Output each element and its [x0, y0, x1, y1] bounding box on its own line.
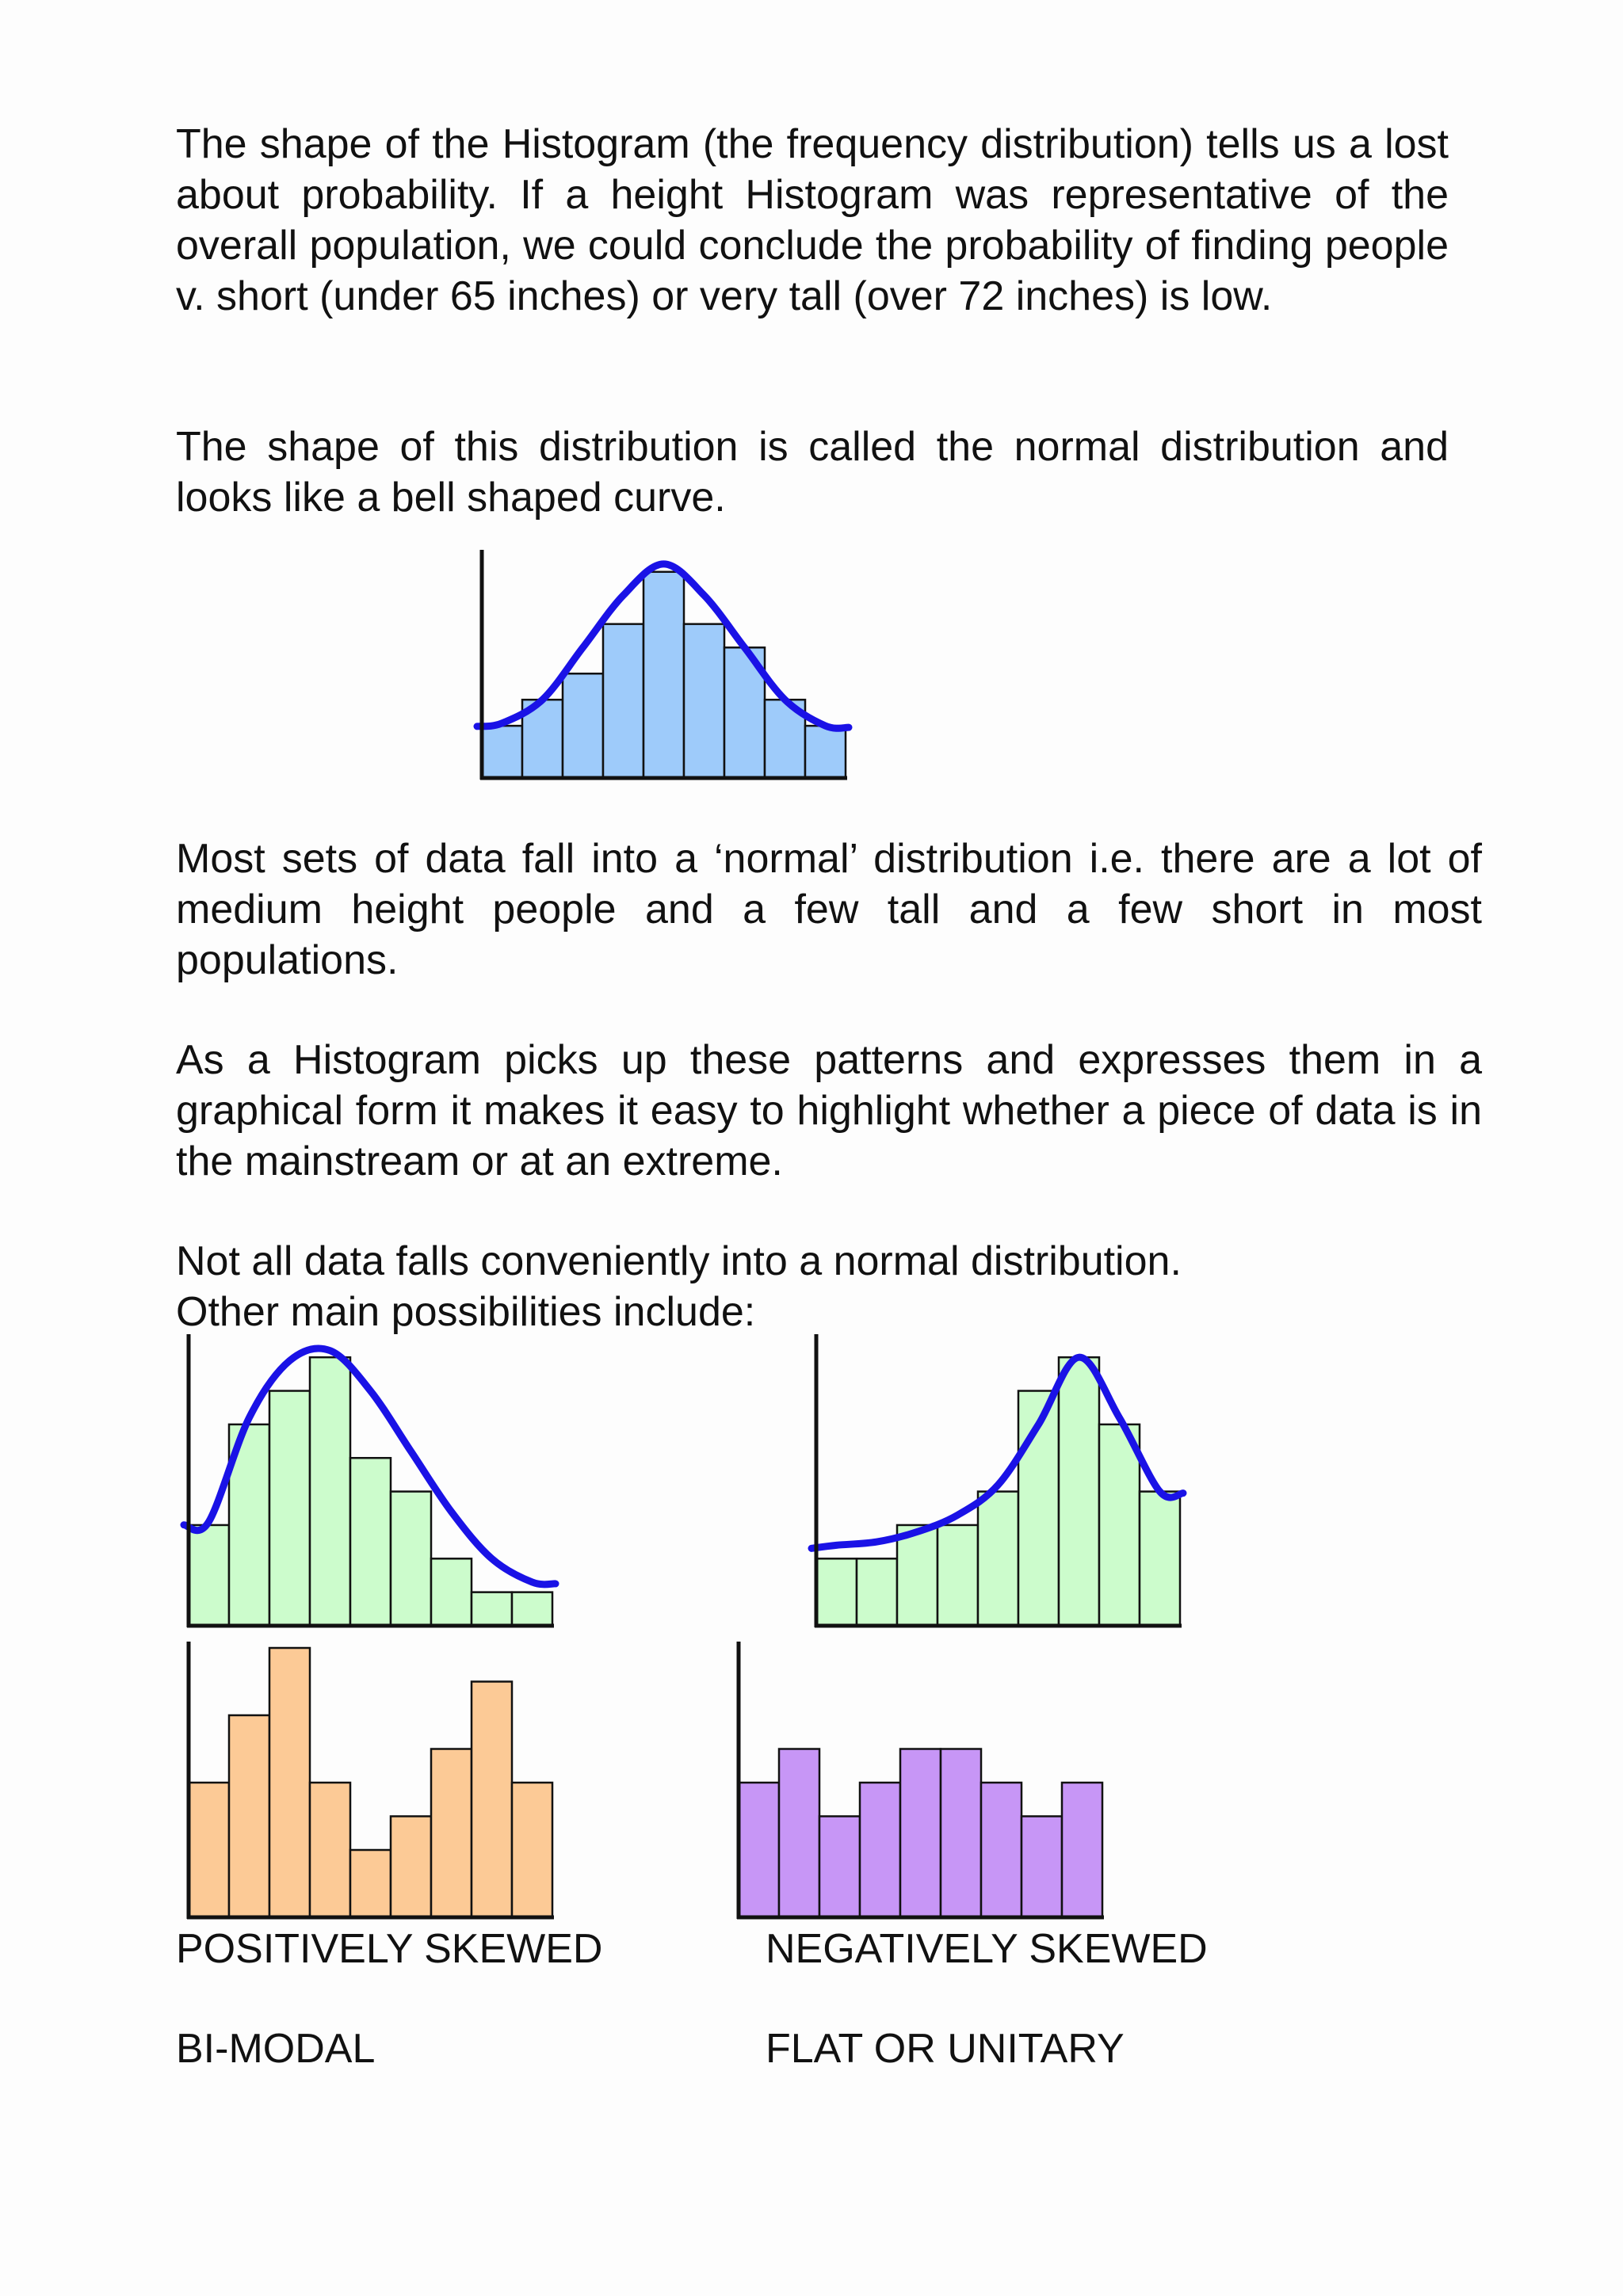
- histogram-bar: [189, 1525, 229, 1626]
- normal-data-paragraph: Most sets of data fall into a ‘normal’ distribution i.e. there are a lot of medium height people and a few tall and a few short in most populations.: [176, 836, 1482, 983]
- histogram-bar: [978, 1492, 1018, 1626]
- histogram-bar: [1022, 1817, 1062, 1918]
- histogram-bar: [512, 1592, 552, 1626]
- histogram-bar: [269, 1648, 310, 1917]
- histogram-bar: [938, 1525, 978, 1626]
- intro-paragraph: The shape of the Histogram (the frequency distribution) tells us a lost about probability. If a height Histogram was representative of the overall population, we could conclude the probability of finding people v. short (under 65 inches) or very tall (over 72 inches) is low.: [176, 121, 1449, 319]
- histogram-bar: [643, 572, 684, 778]
- histogram-bar: [482, 726, 522, 778]
- histogram-bar: [472, 1682, 512, 1918]
- histogram-bar: [981, 1783, 1022, 1917]
- histogram-bar: [310, 1783, 350, 1917]
- histogram-bar: [739, 1783, 779, 1917]
- normal-distribution-histogram: [475, 555, 856, 784]
- bimodal-histogram: [182, 1646, 563, 1924]
- histogram-bar: [857, 1558, 897, 1626]
- histogram-bar: [391, 1492, 431, 1626]
- histogram-bar: [779, 1749, 819, 1918]
- histogram-bar: [1099, 1425, 1140, 1626]
- histogram-bar: [684, 624, 724, 778]
- positively-skewed-histogram: [182, 1339, 563, 1632]
- histogram-bar: [900, 1749, 941, 1918]
- histogram-bar: [860, 1783, 900, 1917]
- bimodal-label: BI-MODAL: [176, 2026, 376, 2072]
- other-possibilities-line: Other main possibilities include:: [176, 1289, 756, 1335]
- histogram-bar: [805, 726, 846, 778]
- histogram-bar: [350, 1458, 391, 1626]
- histogram-bar: [229, 1715, 269, 1917]
- histogram-bar: [512, 1783, 552, 1917]
- not-all-data-line: Not all data falls conveniently into a normal distribution.: [176, 1238, 1182, 1284]
- histogram-patterns-paragraph: As a Histogram picks up these patterns and expresses them in a graphical form it makes it easy to highlight whether a piece of data is in the mainstream or at an extreme.: [176, 1037, 1482, 1184]
- positively-skewed-label: POSITIVELY SKEWED: [176, 1926, 603, 1972]
- histogram-bar: [472, 1592, 512, 1626]
- negatively-skewed-label: NEGATIVELY SKEWED: [766, 1926, 1208, 1972]
- histogram-bar: [563, 673, 603, 778]
- normal-distribution-paragraph: The shape of this distribution is called the normal distribution and looks like a bell shaped curve.: [176, 424, 1449, 521]
- negatively-skewed-histogram: [810, 1339, 1190, 1632]
- histogram-bar: [941, 1749, 981, 1918]
- histogram-bar: [310, 1357, 350, 1626]
- flat-histogram: [732, 1646, 1113, 1924]
- histogram-bar: [897, 1525, 938, 1626]
- histogram-bar: [1062, 1783, 1102, 1917]
- histogram-bar: [269, 1391, 310, 1626]
- histogram-bar: [1140, 1492, 1180, 1626]
- histogram-bar: [431, 1558, 472, 1626]
- histogram-bar: [431, 1749, 472, 1918]
- histogram-bar: [819, 1817, 860, 1918]
- histogram-bar: [189, 1783, 229, 1917]
- histogram-bar: [391, 1817, 431, 1918]
- histogram-bar: [350, 1850, 391, 1917]
- histogram-bar: [1059, 1357, 1099, 1626]
- histogram-bar: [603, 624, 643, 778]
- flat-or-unitary-label: FLAT OR UNITARY: [766, 2026, 1125, 2072]
- histogram-bar: [816, 1558, 857, 1626]
